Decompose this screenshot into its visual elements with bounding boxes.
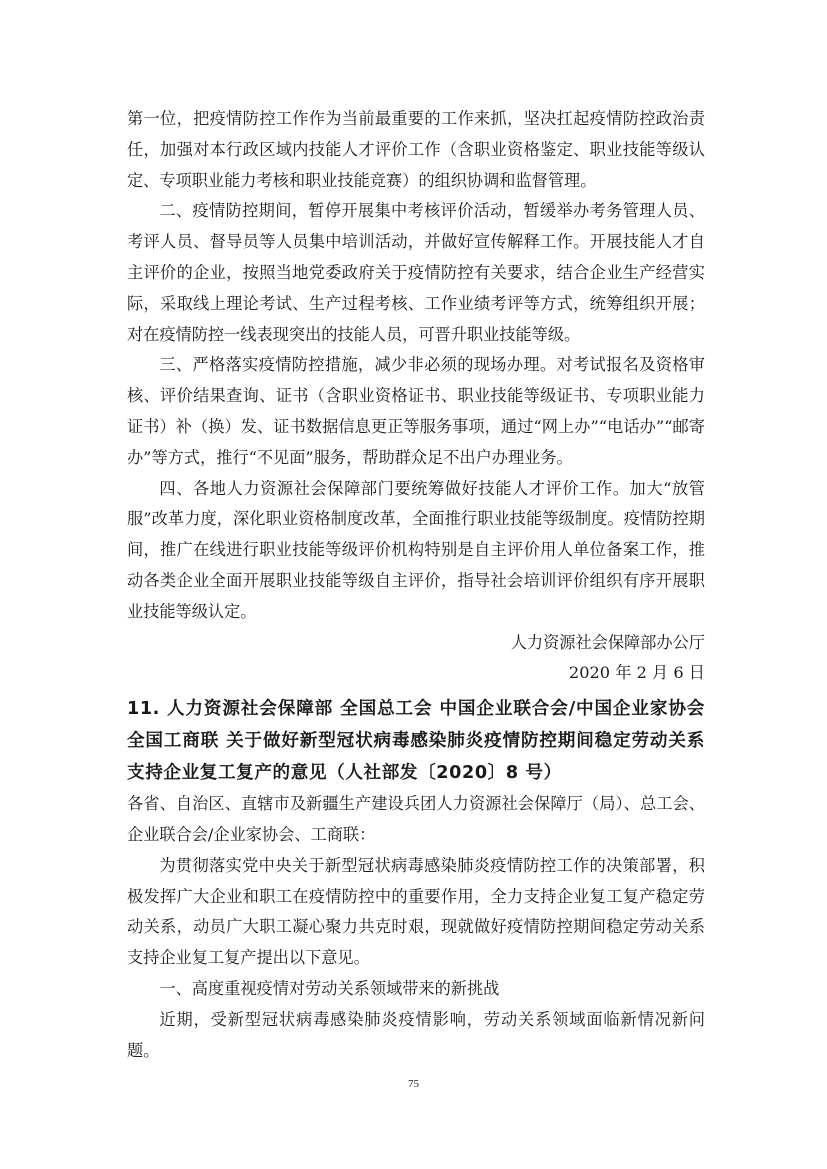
signature-date: 2020 年 2 月 6 日 <box>568 663 705 683</box>
page-number: 75 <box>408 1078 419 1090</box>
signature-issuer: 人力资源社会保障部办公厅 <box>510 632 705 652</box>
addressees: 各省、自治区、直辖市及新疆生产建设兵团人力资源社会保障厅（局）、总工会、企业联合会/企业家协会、工商联： <box>127 794 705 844</box>
page-content <box>127 104 705 1066</box>
paragraph-item-4: 四、各地人力资源社会保障部门要统筹做好技能人才评价工作。加大“放管服”改革力度，深化职业资格制度改革，全面推行职业技能等级制度。疫情防控期间，推广在线进行职业技能等级评价机构特别是自主评价用人单位备案工作，推动各类企业全面开展职业技能等级自主评价，指导社会培训评价组织有序开展职业技能等级认定。 <box>127 478 705 621</box>
subsection-title: 一、高度重视疫情对劳动关系领域带来的新挑战 <box>159 978 500 998</box>
paragraph-item-3: 三、严格落实疫情防控措施，减少非必须的现场办理。对考试报名及资格审核、评价结果查询、证书（含职业资格证书、职业技能等级证书、专项职业能力证书）补（换）发、证书数据信息更正等服务事项，通过“网上办”“电话办”“邮寄办”等方式，推行“不见面”服务，帮助群众足不出户办理业务。 <box>127 355 705 467</box>
paragraph-continuation: 第一位，把疫情防控工作作为当前最重要的工作来抓，坚决扛起疫情防控政治责任，加强对本行政区域内技能人才评价工作（含职业资格鉴定、职业技能等级认定、专项职业能力考核和职业技能竞赛）的组织协调和监督管理。 <box>127 109 705 190</box>
section-heading: 11. 人力资源社会保障部 全国总工会 中国企业联合会/中国企业家协会 全国工商联 关于做好新型冠状病毒感染肺炎疫情防控期间稳定劳动关系支持企业复工复产的意见（人社部发〔2020〕8 号） <box>127 699 705 784</box>
paragraph-item-2: 二、疫情防控期间，暂停开展集中考核评价活动，暂缓举办考务管理人员、考评人员、督导员等人员集中培训活动，并做好宣传解释工作。开展技能人才自主评价的企业，按照当地党委政府关于疫情防控有关要求，结合企业生产经营实际，采取线上理论考试、生产过程考核、工作业绩考评等方式，统筹组织开展；对在疫情防控一线表现突出的技能人员，可晋升职业技能等级。 <box>127 201 705 344</box>
paragraph-last: 近期，受新型冠状病毒感染肺炎疫情影响，劳动关系领域面临新情况新问题。 <box>127 1009 705 1060</box>
intro-paragraph: 为贯彻落实党中央关于新型冠状病毒感染肺炎疫情防控工作的决策部署，积极发挥广大企业和职工在疫情防控中的重要作用，全力支持企业复工复产稳定劳动关系，动员广大职工凝心聚力共克时艰，现就做好疫情防控期间稳定劳动关系支持企业复工复产提出以下意见。 <box>127 855 705 968</box>
